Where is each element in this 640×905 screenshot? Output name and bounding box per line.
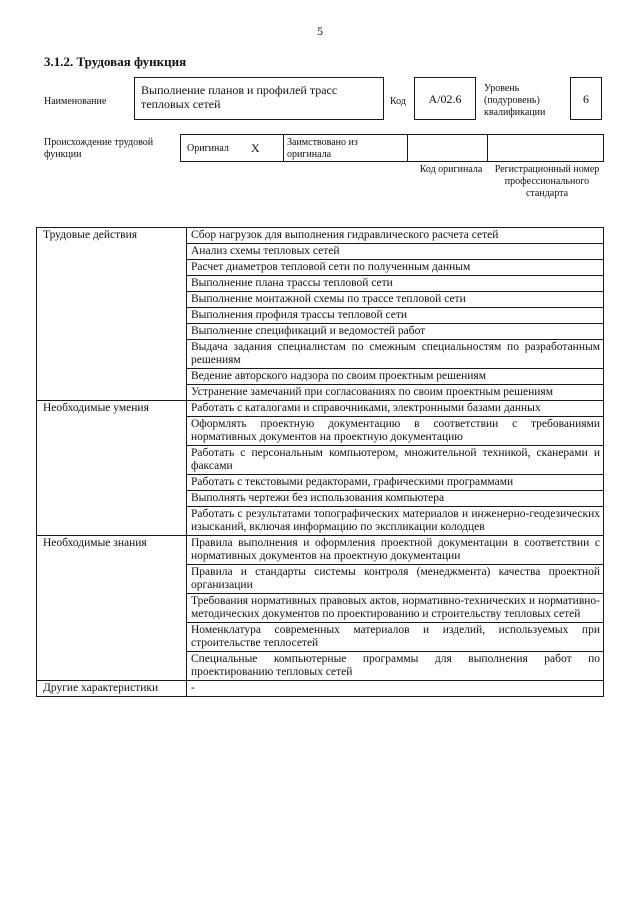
labor-function-table <box>36 227 604 697</box>
item-cell: Расчет диаметров тепловой сети по полученным данным <box>187 260 604 276</box>
code-original-caption: Код оригинала <box>419 164 483 175</box>
divider <box>487 135 488 161</box>
item-cell: Выполнять чертежи без использования компьютера <box>187 491 604 507</box>
item-cell: Правила выполнения и оформления проектной документации в соответствии с нормативных документов на проектную документации <box>187 536 604 565</box>
item-cell: Выполнение спецификаций и ведомостей работ <box>187 324 604 340</box>
category-cell: Необходимые умения <box>37 401 187 536</box>
table-row <box>37 401 604 417</box>
origin-label: Происхождение трудовой функции <box>44 137 154 160</box>
table-row <box>37 681 604 697</box>
item-cell: Выполнения профиля трассы тепловой сети <box>187 308 604 324</box>
item-cell: Правила и стандарты системы контроля (менеджмента) качества проектной организации <box>187 565 604 594</box>
code-label: Код <box>390 96 406 107</box>
code-value: А/02.6 <box>414 77 476 120</box>
item-cell: Анализ схемы тепловых сетей <box>187 244 604 260</box>
item-cell: Требования нормативных правовых актов, нормативно-технических и нормативно-методических документов по проектированию и строительству тепловых сетей <box>187 594 604 623</box>
item-cell: Работать с текстовыми редакторами, графическими программами <box>187 475 604 491</box>
divider <box>407 135 408 161</box>
item-cell: Специальные компьютерные программы для выполнения работ по проектированию тепловых сетей <box>187 652 604 681</box>
borrowed-label: Заимствовано из оригинала <box>287 137 358 160</box>
divider <box>283 135 284 161</box>
level-label: Уровень (подуровень) квалификации <box>484 83 546 118</box>
name-label: Наименование <box>44 96 107 107</box>
item-cell: - <box>187 681 604 697</box>
table-row <box>37 536 604 565</box>
item-cell: Сбор нагрузок для выполнения гидравлического расчета сетей <box>187 228 604 244</box>
item-cell: Выполнение плана трассы тепловой сети <box>187 276 604 292</box>
item-cell: Устранение замечаний при согласованиях по своим проектным решениям <box>187 385 604 401</box>
origin-table <box>180 134 604 162</box>
name-value: Выполнение планов и профилей трасс тепловых сетей <box>134 77 384 120</box>
item-cell: Оформлять проектную документацию в соответствии с требованиями нормативных документов на проектную документацию <box>187 417 604 446</box>
item-cell: Работать с результатами топографических материалов и инженерно-геодезических изысканий, включая информацию по экспликации колодцев <box>187 507 604 536</box>
item-cell: Ведение авторского надзора по своим проектным решениям <box>187 369 604 385</box>
item-cell: Работать с персональным компьютером, множительной техникой, сканерами и факсами <box>187 446 604 475</box>
category-cell: Другие характеристики <box>37 681 187 697</box>
item-cell: Выдача задания специалистам по смежным специальностям по разработанным решениям <box>187 340 604 369</box>
category-cell: Трудовые действия <box>37 228 187 401</box>
section-title: 3.1.2. Трудовая функция <box>44 54 187 69</box>
item-cell: Номенклатура современных материалов и изделий, используемых при строительстве теплосетей <box>187 623 604 652</box>
original-mark: X <box>251 141 260 155</box>
item-cell: Работать с каталогами и справочниками, электронными базами данных <box>187 401 604 417</box>
level-value: 6 <box>570 77 602 120</box>
item-cell: Выполнение монтажной схемы по трассе тепловой сети <box>187 292 604 308</box>
original-label: Оригинал <box>187 143 229 154</box>
category-cell: Необходимые знания <box>37 536 187 681</box>
reg-number-caption: Регистрационный номер профессионального стандарта <box>494 164 600 199</box>
page-number: 5 <box>317 24 323 38</box>
table-row <box>37 228 604 244</box>
